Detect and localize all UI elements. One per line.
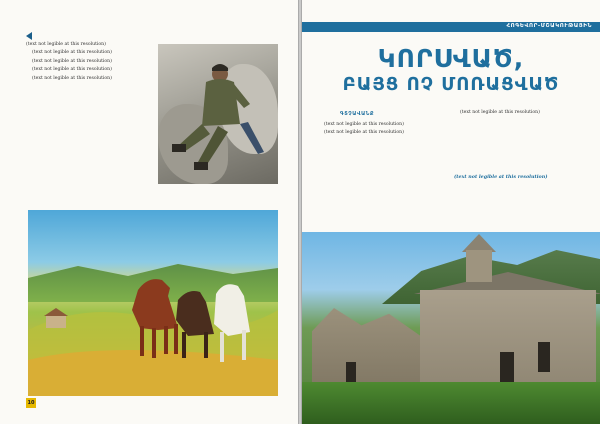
soldier-photo: [158, 44, 278, 184]
left-article-text: [26, 42, 154, 84]
paragraph: (text not legible at this resolution): [26, 42, 106, 47]
article-column-2: [454, 110, 580, 118]
article-title-line2: ԲԱՅՑ ՈՉ ՄՈՌԱՑՎԱԾ: [342, 74, 560, 95]
section-label: ՀՈԳԵՎՈՐ-ՄՇԱԿՈՒԹԱՅԻՆ: [506, 23, 592, 29]
article-title-line1: ԿՈՐՍՎԱԾ,: [377, 44, 525, 73]
paragraph: (text not legible at this resolution): [32, 50, 112, 56]
paragraph: (text not legible at this resolution): [32, 67, 112, 73]
left-page: [0, 0, 298, 424]
paragraph: (text not legible at this resolution): [324, 130, 404, 136]
paragraph: (text not legible at this resolution): [32, 75, 112, 81]
horses-painting: [28, 210, 278, 396]
paragraph: (text not legible at this resolution): [32, 58, 112, 64]
article-subhead: ԳՏՉԱՎԱՆՔ: [340, 111, 375, 117]
horses-illustration: [28, 210, 278, 396]
triangle-left-icon: [26, 32, 32, 40]
monastery-photo: [302, 232, 600, 424]
page-number: 10: [27, 400, 35, 406]
article-column-1: [318, 122, 444, 139]
paragraph: (text not legible at this resolution): [460, 110, 540, 115]
soldier-figure: [158, 44, 278, 184]
right-page: [302, 0, 600, 424]
paragraph: (text not legible at this resolution): [324, 122, 404, 127]
pull-quote: (text not legible at this resolution): [454, 174, 548, 180]
